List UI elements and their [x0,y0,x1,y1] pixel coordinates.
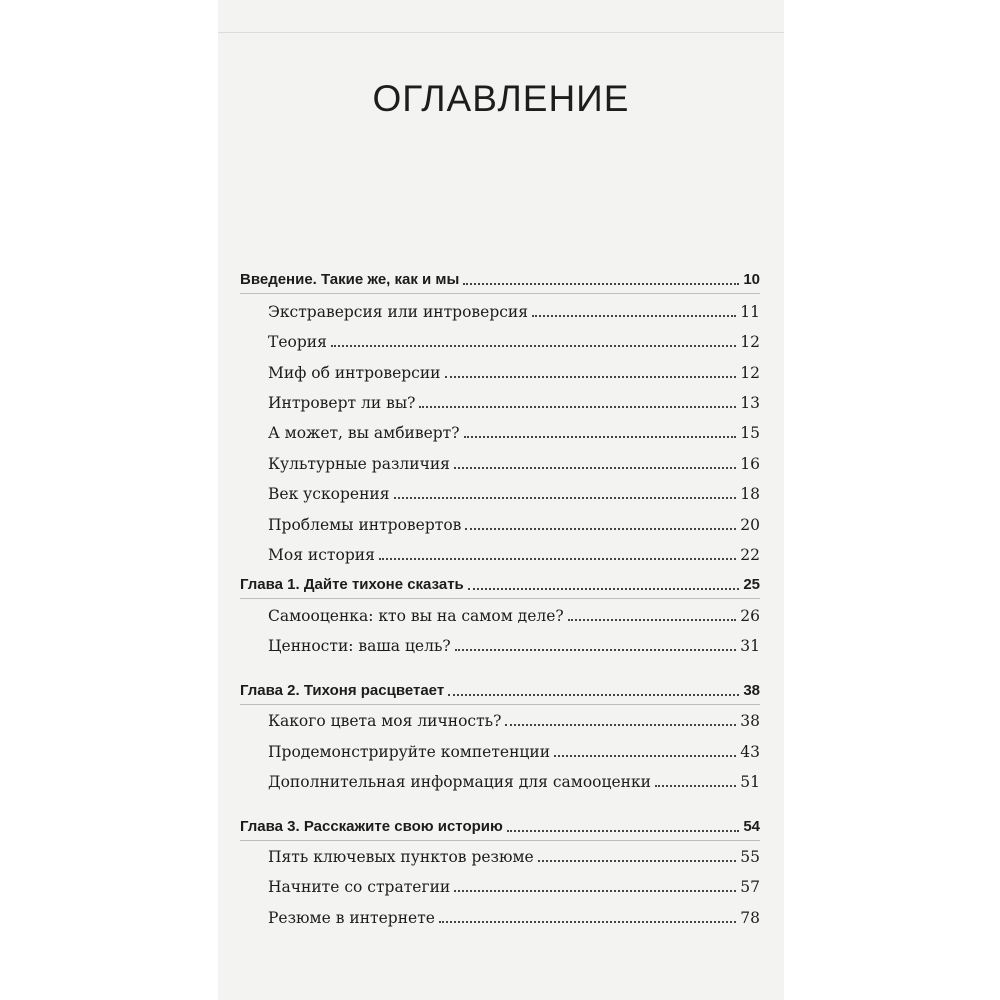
toc-entry-label: Резюме в интернете [268,909,435,927]
toc-entry-label: Культурные различия [268,455,450,473]
toc-section-entry [268,507,760,535]
toc-section-entry [268,294,760,322]
toc-page-number: 43 [740,743,760,761]
toc-section-entry [268,324,760,352]
page-header-rule [218,10,784,33]
toc-section-entry [268,598,760,626]
toc-entry-label: Продемонстрируйте компетенции [268,743,551,761]
dot-leader [445,376,737,378]
dot-leader [455,649,737,651]
toc-page-number: 38 [740,712,760,730]
toc-page-number: 13 [740,394,760,412]
toc-entry-label: Миф об интроверсии [268,364,441,382]
dot-leader [379,558,736,560]
dot-leader [505,724,736,726]
toc-section-entry [268,900,760,928]
toc-page-number: 38 [743,682,760,699]
dot-leader [655,785,736,787]
toc-page-number: 22 [740,546,760,564]
toc-entry-label: Начните со стратегии [268,878,451,896]
dot-leader [448,694,739,696]
toc-section-entry [268,537,760,565]
toc-page-number: 57 [740,878,760,896]
toc-entry-label: Экстраверсия или интроверсия [268,303,529,321]
toc-entry-label: Глава 3. Расскажите свою историю [240,818,503,835]
toc-entry-label: Глава 1. Дайте тихоне сказать [240,576,464,593]
toc-section-entry [268,355,760,383]
toc-entry-label: Дополнительная информация для самооценки [268,773,651,791]
toc-page-number: 54 [743,818,760,835]
dot-leader [532,315,736,317]
toc-entry-label: Моя история [268,546,375,564]
dot-leader [331,345,736,347]
toc-entry-label: Ценности: ваша цель? [268,637,451,655]
dot-leader [538,860,737,862]
toc-section-entry [268,703,760,731]
dot-leader [465,528,736,530]
toc-chapter-entry [240,567,760,595]
toc-page-number: 18 [740,485,760,503]
toc-entry-label: Какого цвета моя личность? [268,712,502,730]
toc-section-entry [268,734,760,762]
toc-page-number: 20 [740,516,760,534]
dot-leader [554,755,736,757]
dot-leader [394,497,737,499]
dot-leader [454,467,736,469]
toc-entry-label: Введение. Такие же, как и мы [240,271,460,288]
toc-page-number: 16 [740,455,760,473]
toc-section-entry [268,415,760,443]
toc-entry-label: Проблемы интровертов [268,516,462,534]
dot-leader [464,436,737,438]
toc-entry-label: Глава 2. Тихоня расцветает [240,682,445,699]
toc-entry-label: Пять ключевых пунктов резюме [268,848,534,866]
toc-section-entry [268,385,760,413]
page-title: ОГЛАВЛЕНИЕ [372,78,630,119]
toc-chapter-entry [240,809,760,837]
toc-entry-label: Теория [268,333,327,351]
toc-chapter-entry [240,673,760,701]
toc-page-number: 26 [740,607,760,625]
dot-leader [463,283,739,285]
toc-section-entry [268,476,760,504]
toc-page-number: 78 [740,909,760,927]
toc-entry-label: А может, вы амбиверт? [268,424,460,442]
toc-entry-label: Самооценка: кто вы на самом деле? [268,607,564,625]
toc-section-entry [268,839,760,867]
toc-entry-label: Век ускорения [268,485,390,503]
toc-page-number: 12 [740,333,760,351]
toc-section-entry [268,869,760,897]
toc-chapter-entry [240,262,760,290]
toc-page-number: 25 [743,576,760,593]
dot-leader [568,619,737,621]
dot-leader [439,921,736,923]
book-page [218,0,784,1000]
toc-page-number: 11 [740,303,760,321]
dot-leader [468,588,740,590]
toc-page-number: 31 [740,637,760,655]
toc-page-number: 12 [740,364,760,382]
toc-entry-label: Интроверт ли вы? [268,394,416,412]
dot-leader [507,830,740,832]
toc-page-number: 15 [740,424,760,442]
toc-section-entry [268,764,760,792]
dot-leader [419,406,736,408]
toc-section-entry [268,446,760,474]
dot-leader [454,890,736,892]
toc-page-number: 51 [740,773,760,791]
toc-page-number: 10 [743,271,760,288]
toc-page-number: 55 [740,848,760,866]
toc-section-entry [268,628,760,656]
